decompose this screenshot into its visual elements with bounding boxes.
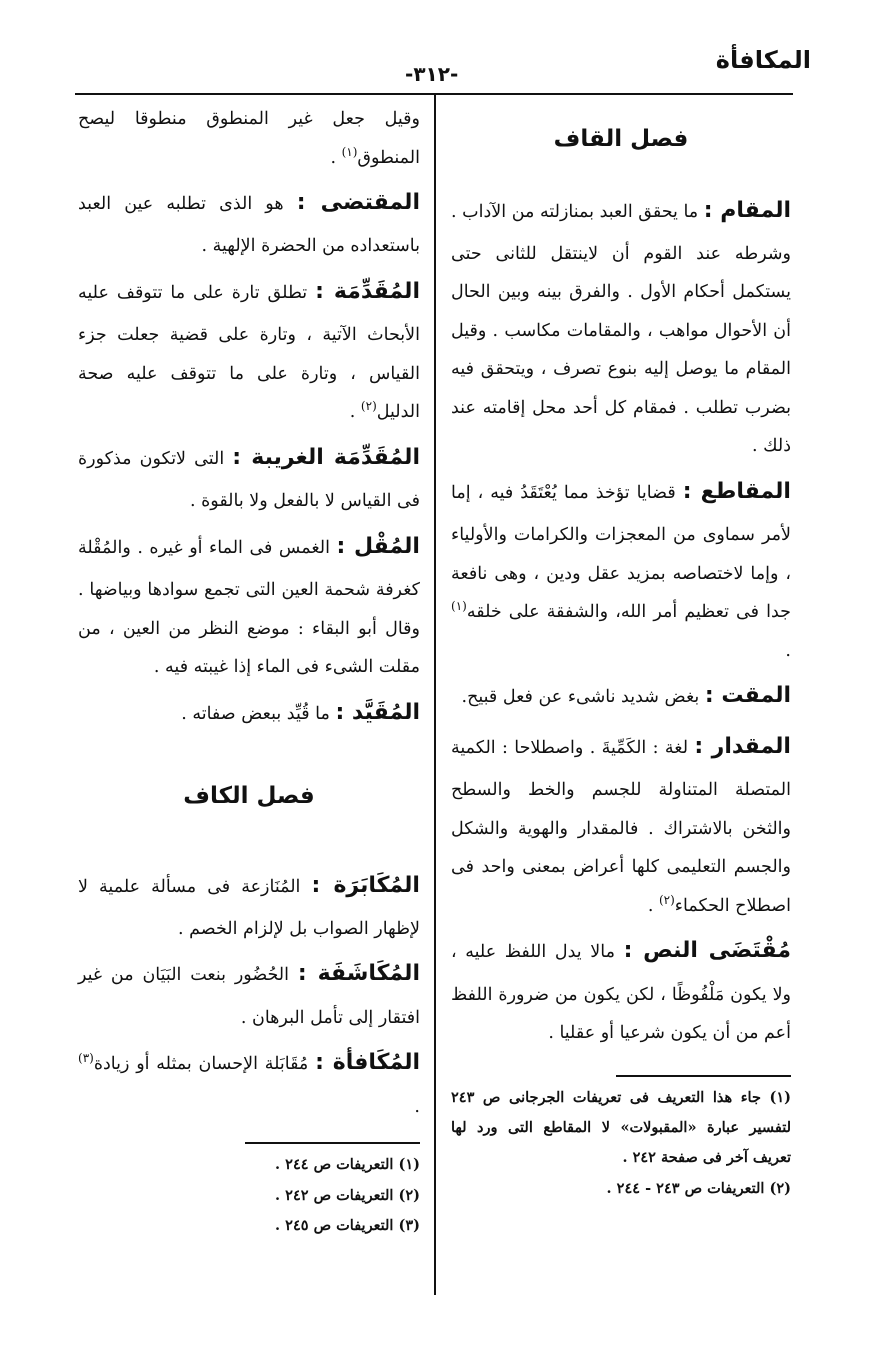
entry-tail: . [349,402,361,423]
dictionary-entry [78,950,420,1037]
entry-definition: هو الذى تطلبه عين العبد باستعداده من الحضرة الإلهية . [78,194,420,257]
footnote-marker: (٣) [78,1051,94,1066]
entry-term: المقدار : [694,733,791,759]
right-column [451,100,791,1204]
dictionary-entry [78,523,420,687]
footnote: (١) التعريفات ص ٢٤٤ . [275,1156,420,1174]
dictionary-entry [78,862,420,949]
entry-tail: . [647,895,659,916]
footnote-marker: (٢) [658,892,675,907]
dictionary-entry [78,100,420,177]
entry-definition: مُقَابَلة الإحسان بمثله أو زيادة [93,1054,309,1075]
entry-definition: المُنَازعة فى مسألة علمية لا لإظهار الصواب بل لإلزام الخصم . [78,876,420,939]
entry-list [78,862,420,1127]
entry-list [78,100,420,737]
entry-definition: ما يحقق العبد بمنازلته من الآداب . وشرطه عند القوم أن لاينتقل للثانى حتى يستكمل أحكام الأول . والفرق بينه وبين الحال أن الأحوال مواهب ، والمقامات مكاسب . وقيل المقام ما يوصل إليه بنوع تصرف ، ويتحقق فيه بضرب تطلب . فمقام كل أحد محل إقامته عند ذلك . [451,201,791,457]
section-title-qaf: فصل القاف [553,126,689,152]
entry-definition: لغة : الكَمِّيةَ . واصطلاحا : الكمية المتصلة المتناولة للجسم والخط والسطح والثخن بالاشتراك . فالمقدار والهوية والشكل والجسم التعليمى كلها أعراض بمعنى واحد فى اصطلاح الحكماء [451,737,791,916]
dictionary-entry [451,187,791,466]
running-head: المكافأة [715,46,811,74]
entry-definition: الغمس فى الماء أو غيره . والمُقْلة كغرفة شحمة العين التى تجمع سوادها وبياضها . وقال أبو البقاء : موضع النظر من العين ، من مقلت الشىء فى الماء إذا غيبته فيه . [78,537,420,678]
entry-definition: قضايا تؤخذ مما يُعْتَقَدُ فيه ، إما لأمر سماوى من المعجزات والكرامات والأولياء ، وإما لاختصاصه بمزيد عقل ودين ، وهى نافعة جدا فى تعظيم أمر الله، والشفقة على خلقه [451,482,791,623]
dictionary-entry [78,268,420,432]
entry-term: المُكَافأة : [315,1050,420,1076]
entry-term: المقتضى : [296,190,420,215]
column-divider [434,93,436,1295]
entry-term: المُكَاشَفَة : [297,961,420,987]
dictionary-entry [451,468,791,670]
footnotes [78,1150,420,1241]
entry-term: المقاطع : [682,478,791,504]
dictionary-entry [78,689,420,737]
entry-definition: التى لاتكون مذكورة فى القياس لا بالفعل ولا بالقوة . [78,448,420,512]
entry-term: المقام : [703,197,791,223]
entry-tail: . [785,640,791,661]
left-column [78,100,420,1242]
footnote: (٣) التعريفات ص ٢٤٥ . [275,1217,420,1235]
dictionary-entry [78,179,420,266]
dictionary-entry [78,434,420,521]
footnote-rule [245,1142,420,1144]
footnotes [451,1083,791,1205]
dictionary-entry [78,1039,420,1126]
page-number: -٣١٢- [405,62,459,86]
entry-definition: تطلق تارة على ما تتوقف عليه الأبحاث الآتية ، وتارة على قضية جعلت جزء القياس ، وتارة على ما تتوقف عليه صحة الدليل [78,282,420,423]
entry-term: المقت : [704,683,791,709]
entry-term: المُقْل : [336,533,420,559]
entry-definition: ما قُيِّد ببعض صفاته . [181,703,330,724]
entry-term: المُقَدِّمَة : [315,278,420,304]
entry-definition: مالا يدل اللفظ عليه ، ولا يكون مَلْفُوظًا ، لكن يكون من ضرورة اللفظ أعم من أن يكون شرعيا أو عقليا . [451,942,791,1044]
footnote: (٢) التعريفات ص ٢٤٣ - ٢٤٤ . [606,1179,791,1197]
dictionary-entry [451,723,791,925]
entry-tail: . [414,1096,420,1117]
entry-definition: بغض شديد ناشىء عن فعل قبيح. [461,687,700,708]
section-title-kaf: فصل الكاف [183,782,315,809]
footnote-marker: (١) [451,599,467,614]
entry-term: المُقَيَّد : [335,699,420,725]
entry-term: المُقَدِّمَة الغريبة : [232,444,420,470]
footnote-marker: (١) [341,144,358,159]
entry-definition: وقيل جعل غير المنطوق منطوقا ليصح المنطوق [78,109,420,168]
dictionary-entry [451,927,791,1052]
entry-list [451,187,791,1053]
page-header [30,46,811,92]
entry-term: مُقْتَضَى النص : [623,938,791,964]
entry-term: المُكَابَرَة : [311,872,420,898]
footnote: (٢) التعريفات ص ٢٤٢ . [275,1186,420,1204]
entry-definition: الحُضُور بنعت البَيَان من غير افتقار إلى تأمل البرهان . [78,965,420,1028]
entry-tail: . [330,147,342,168]
footnote-rule [616,1075,791,1077]
dictionary-entry [451,672,791,720]
footnote: (١) جاء هذا التعريف فى تعريفات الجرجانى ص ٢٤٣ لتفسير عبارة «المقبولات» لا المقاطع التى ورد لها تعريف آخر فى صفحة ٢٤٢ . [451,1088,791,1167]
footnote-marker: (٢) [360,399,377,414]
